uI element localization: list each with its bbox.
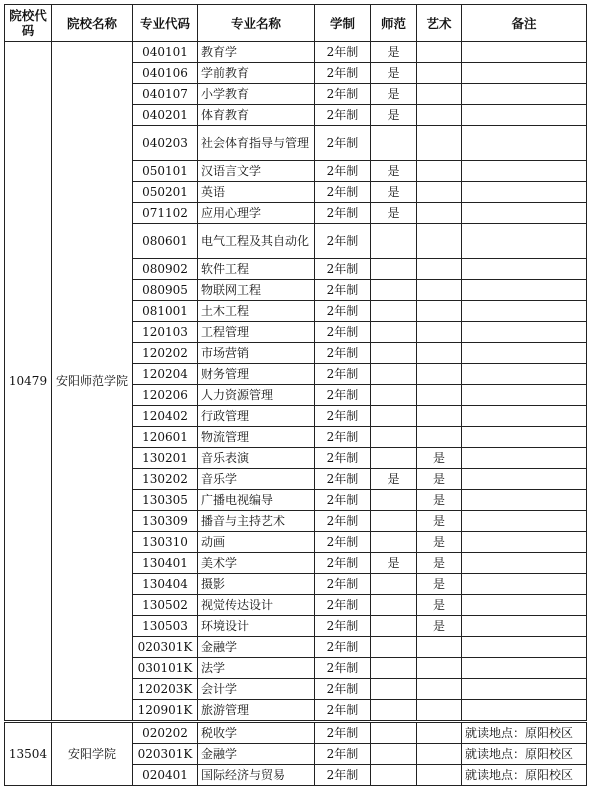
duration-cell: 2年制 — [315, 744, 371, 765]
major-code-cell: 120601 — [133, 427, 198, 448]
remark-cell — [462, 427, 587, 448]
normal-flag-cell — [371, 406, 417, 427]
major-name-cell: 应用心理学 — [198, 203, 315, 224]
art-flag-cell: 是 — [417, 469, 462, 490]
major-name-cell: 市场营销 — [198, 343, 315, 364]
major-code-cell: 120203K — [133, 679, 198, 700]
remark-cell — [462, 364, 587, 385]
remark-cell — [462, 532, 587, 553]
major-code-cell: 040106 — [133, 63, 198, 84]
major-name-cell: 电气工程及其自动化 — [198, 224, 315, 259]
duration-cell: 2年制 — [315, 490, 371, 511]
remark-cell — [462, 322, 587, 343]
major-name-cell: 工程管理 — [198, 322, 315, 343]
duration-cell: 2年制 — [315, 722, 371, 744]
art-flag-cell — [417, 658, 462, 679]
major-code-cell: 130401 — [133, 553, 198, 574]
remark-cell: 就读地点：原阳校区 — [462, 765, 587, 786]
header-major-code: 专业代码 — [133, 5, 198, 42]
major-code-cell: 050201 — [133, 182, 198, 203]
major-name-cell: 广播电视编导 — [198, 490, 315, 511]
header-remark: 备注 — [462, 5, 587, 42]
art-flag-cell — [417, 765, 462, 786]
duration-cell: 2年制 — [315, 616, 371, 637]
school-name-cell: 安阳师范学院 — [52, 42, 133, 722]
normal-flag-cell — [371, 280, 417, 301]
art-flag-cell — [417, 105, 462, 126]
art-flag-cell: 是 — [417, 574, 462, 595]
normal-flag-cell — [371, 722, 417, 744]
major-name-cell: 人力资源管理 — [198, 385, 315, 406]
major-code-cell: 040101 — [133, 42, 198, 63]
major-name-cell: 物流管理 — [198, 427, 315, 448]
duration-cell: 2年制 — [315, 105, 371, 126]
remark-cell: 就读地点：原阳校区 — [462, 722, 587, 744]
art-flag-cell — [417, 385, 462, 406]
normal-flag-cell — [371, 364, 417, 385]
art-flag-cell — [417, 427, 462, 448]
art-flag-cell — [417, 203, 462, 224]
art-flag-cell — [417, 42, 462, 63]
art-flag-cell: 是 — [417, 616, 462, 637]
normal-flag-cell — [371, 637, 417, 658]
art-flag-cell: 是 — [417, 511, 462, 532]
major-name-cell: 汉语言文学 — [198, 161, 315, 182]
duration-cell: 2年制 — [315, 182, 371, 203]
art-flag-cell — [417, 343, 462, 364]
major-name-cell: 美术学 — [198, 553, 315, 574]
major-code-cell: 130202 — [133, 469, 198, 490]
normal-flag-cell — [371, 616, 417, 637]
remark-cell — [462, 490, 587, 511]
duration-cell: 2年制 — [315, 679, 371, 700]
remark-cell — [462, 203, 587, 224]
major-code-cell: 130404 — [133, 574, 198, 595]
art-flag-cell — [417, 364, 462, 385]
duration-cell: 2年制 — [315, 448, 371, 469]
major-name-cell: 金融学 — [198, 637, 315, 658]
normal-flag-cell — [371, 744, 417, 765]
major-code-cell: 130503 — [133, 616, 198, 637]
major-code-cell: 020301K — [133, 744, 198, 765]
art-flag-cell: 是 — [417, 532, 462, 553]
header-art: 艺术 — [417, 5, 462, 42]
duration-cell: 2年制 — [315, 84, 371, 105]
normal-flag-cell: 是 — [371, 84, 417, 105]
normal-flag-cell — [371, 301, 417, 322]
major-name-cell: 体育教育 — [198, 105, 315, 126]
table-row — [5, 722, 587, 744]
major-name-cell: 小学教育 — [198, 84, 315, 105]
remark-cell — [462, 84, 587, 105]
header-normal: 师范 — [371, 5, 417, 42]
major-code-cell: 130502 — [133, 595, 198, 616]
major-code-cell: 020202 — [133, 722, 198, 744]
duration-cell: 2年制 — [315, 280, 371, 301]
major-name-cell: 视觉传达设计 — [198, 595, 315, 616]
art-flag-cell — [417, 280, 462, 301]
remark-cell — [462, 406, 587, 427]
art-flag-cell — [417, 679, 462, 700]
remark-cell — [462, 553, 587, 574]
duration-cell: 2年制 — [315, 574, 371, 595]
duration-cell: 2年制 — [315, 658, 371, 679]
normal-flag-cell: 是 — [371, 182, 417, 203]
major-name-cell: 音乐学 — [198, 469, 315, 490]
remark-cell — [462, 385, 587, 406]
duration-cell: 2年制 — [315, 161, 371, 182]
normal-flag-cell — [371, 595, 417, 616]
major-code-cell: 040203 — [133, 126, 198, 161]
major-name-cell: 财务管理 — [198, 364, 315, 385]
remark-cell — [462, 469, 587, 490]
remark-cell — [462, 637, 587, 658]
remark-cell — [462, 126, 587, 161]
art-flag-cell — [417, 182, 462, 203]
remark-cell — [462, 280, 587, 301]
duration-cell: 2年制 — [315, 511, 371, 532]
duration-cell: 2年制 — [315, 553, 371, 574]
major-name-cell: 播音与主持艺术 — [198, 511, 315, 532]
art-flag-cell: 是 — [417, 448, 462, 469]
remark-cell — [462, 595, 587, 616]
duration-cell: 2年制 — [315, 637, 371, 658]
normal-flag-cell: 是 — [371, 63, 417, 84]
normal-flag-cell — [371, 490, 417, 511]
remark-cell — [462, 301, 587, 322]
remark-cell — [462, 42, 587, 63]
major-name-cell: 动画 — [198, 532, 315, 553]
normal-flag-cell — [371, 224, 417, 259]
remark-cell — [462, 63, 587, 84]
art-flag-cell — [417, 406, 462, 427]
duration-cell: 2年制 — [315, 427, 371, 448]
normal-flag-cell — [371, 532, 417, 553]
major-name-cell: 环境设计 — [198, 616, 315, 637]
major-code-cell: 080905 — [133, 280, 198, 301]
normal-flag-cell — [371, 427, 417, 448]
duration-cell: 2年制 — [315, 42, 371, 63]
duration-cell: 2年制 — [315, 224, 371, 259]
normal-flag-cell — [371, 259, 417, 280]
major-code-cell: 120202 — [133, 343, 198, 364]
normal-flag-cell — [371, 385, 417, 406]
major-name-cell: 社会体育指导与管理 — [198, 126, 315, 161]
major-name-cell: 国际经济与贸易 — [198, 765, 315, 786]
major-code-cell: 130201 — [133, 448, 198, 469]
major-name-cell: 旅游管理 — [198, 700, 315, 722]
normal-flag-cell — [371, 679, 417, 700]
duration-cell: 2年制 — [315, 126, 371, 161]
major-name-cell: 法学 — [198, 658, 315, 679]
art-flag-cell — [417, 301, 462, 322]
remark-cell — [462, 182, 587, 203]
remark-cell — [462, 224, 587, 259]
remark-cell — [462, 616, 587, 637]
major-code-cell: 130310 — [133, 532, 198, 553]
major-code-cell: 050101 — [133, 161, 198, 182]
duration-cell: 2年制 — [315, 700, 371, 722]
duration-cell: 2年制 — [315, 343, 371, 364]
normal-flag-cell — [371, 343, 417, 364]
remark-cell — [462, 511, 587, 532]
header-school-code: 院校代码 — [5, 5, 52, 42]
normal-flag-cell — [371, 511, 417, 532]
art-flag-cell: 是 — [417, 595, 462, 616]
major-name-cell: 税收学 — [198, 722, 315, 744]
normal-flag-cell — [371, 574, 417, 595]
remark-cell — [462, 658, 587, 679]
major-code-cell: 071102 — [133, 203, 198, 224]
admissions-major-table — [4, 4, 587, 786]
duration-cell: 2年制 — [315, 259, 371, 280]
major-code-cell: 120204 — [133, 364, 198, 385]
remark-cell — [462, 574, 587, 595]
header-duration: 学制 — [315, 5, 371, 42]
major-name-cell: 软件工程 — [198, 259, 315, 280]
normal-flag-cell: 是 — [371, 161, 417, 182]
normal-flag-cell: 是 — [371, 105, 417, 126]
duration-cell: 2年制 — [315, 595, 371, 616]
major-code-cell: 040107 — [133, 84, 198, 105]
art-flag-cell — [417, 224, 462, 259]
major-name-cell: 金融学 — [198, 744, 315, 765]
remark-cell — [462, 448, 587, 469]
school-code-cell: 13504 — [5, 722, 52, 786]
duration-cell: 2年制 — [315, 532, 371, 553]
art-flag-cell — [417, 722, 462, 744]
major-code-cell: 120103 — [133, 322, 198, 343]
normal-flag-cell — [371, 658, 417, 679]
art-flag-cell — [417, 744, 462, 765]
normal-flag-cell — [371, 126, 417, 161]
major-name-cell: 会计学 — [198, 679, 315, 700]
major-name-cell: 学前教育 — [198, 63, 315, 84]
major-name-cell: 音乐表演 — [198, 448, 315, 469]
normal-flag-cell — [371, 448, 417, 469]
major-name-cell: 物联网工程 — [198, 280, 315, 301]
normal-flag-cell: 是 — [371, 469, 417, 490]
major-name-cell: 教育学 — [198, 42, 315, 63]
art-flag-cell — [417, 161, 462, 182]
normal-flag-cell — [371, 322, 417, 343]
remark-cell — [462, 161, 587, 182]
major-code-cell: 130305 — [133, 490, 198, 511]
duration-cell: 2年制 — [315, 469, 371, 490]
major-code-cell: 120402 — [133, 406, 198, 427]
duration-cell: 2年制 — [315, 301, 371, 322]
normal-flag-cell: 是 — [371, 553, 417, 574]
major-code-cell: 120901K — [133, 700, 198, 722]
remark-cell — [462, 105, 587, 126]
major-code-cell: 120206 — [133, 385, 198, 406]
major-code-cell: 080601 — [133, 224, 198, 259]
school-code-cell: 10479 — [5, 42, 52, 722]
duration-cell: 2年制 — [315, 406, 371, 427]
duration-cell: 2年制 — [315, 322, 371, 343]
major-name-cell: 行政管理 — [198, 406, 315, 427]
major-code-cell: 030101K — [133, 658, 198, 679]
school-name-cell: 安阳学院 — [52, 722, 133, 786]
header-major-name: 专业名称 — [198, 5, 315, 42]
header-row — [5, 5, 587, 42]
art-flag-cell: 是 — [417, 553, 462, 574]
major-name-cell: 摄影 — [198, 574, 315, 595]
normal-flag-cell: 是 — [371, 203, 417, 224]
art-flag-cell — [417, 637, 462, 658]
normal-flag-cell: 是 — [371, 42, 417, 63]
remark-cell — [462, 700, 587, 722]
normal-flag-cell — [371, 700, 417, 722]
duration-cell: 2年制 — [315, 385, 371, 406]
major-name-cell: 土木工程 — [198, 301, 315, 322]
remark-cell — [462, 259, 587, 280]
duration-cell: 2年制 — [315, 364, 371, 385]
remark-cell — [462, 343, 587, 364]
major-code-cell: 080902 — [133, 259, 198, 280]
normal-flag-cell — [371, 765, 417, 786]
major-code-cell: 040201 — [133, 105, 198, 126]
major-code-cell: 020301K — [133, 637, 198, 658]
duration-cell: 2年制 — [315, 63, 371, 84]
art-flag-cell — [417, 700, 462, 722]
art-flag-cell — [417, 322, 462, 343]
major-name-cell: 英语 — [198, 182, 315, 203]
duration-cell: 2年制 — [315, 765, 371, 786]
remark-cell — [462, 679, 587, 700]
major-code-cell: 130309 — [133, 511, 198, 532]
duration-cell: 2年制 — [315, 203, 371, 224]
art-flag-cell — [417, 126, 462, 161]
art-flag-cell: 是 — [417, 490, 462, 511]
header-school-name: 院校名称 — [52, 5, 133, 42]
remark-cell: 就读地点：原阳校区 — [462, 744, 587, 765]
art-flag-cell — [417, 63, 462, 84]
art-flag-cell — [417, 259, 462, 280]
art-flag-cell — [417, 84, 462, 105]
major-code-cell: 081001 — [133, 301, 198, 322]
major-code-cell: 020401 — [133, 765, 198, 786]
table-row — [5, 42, 587, 63]
